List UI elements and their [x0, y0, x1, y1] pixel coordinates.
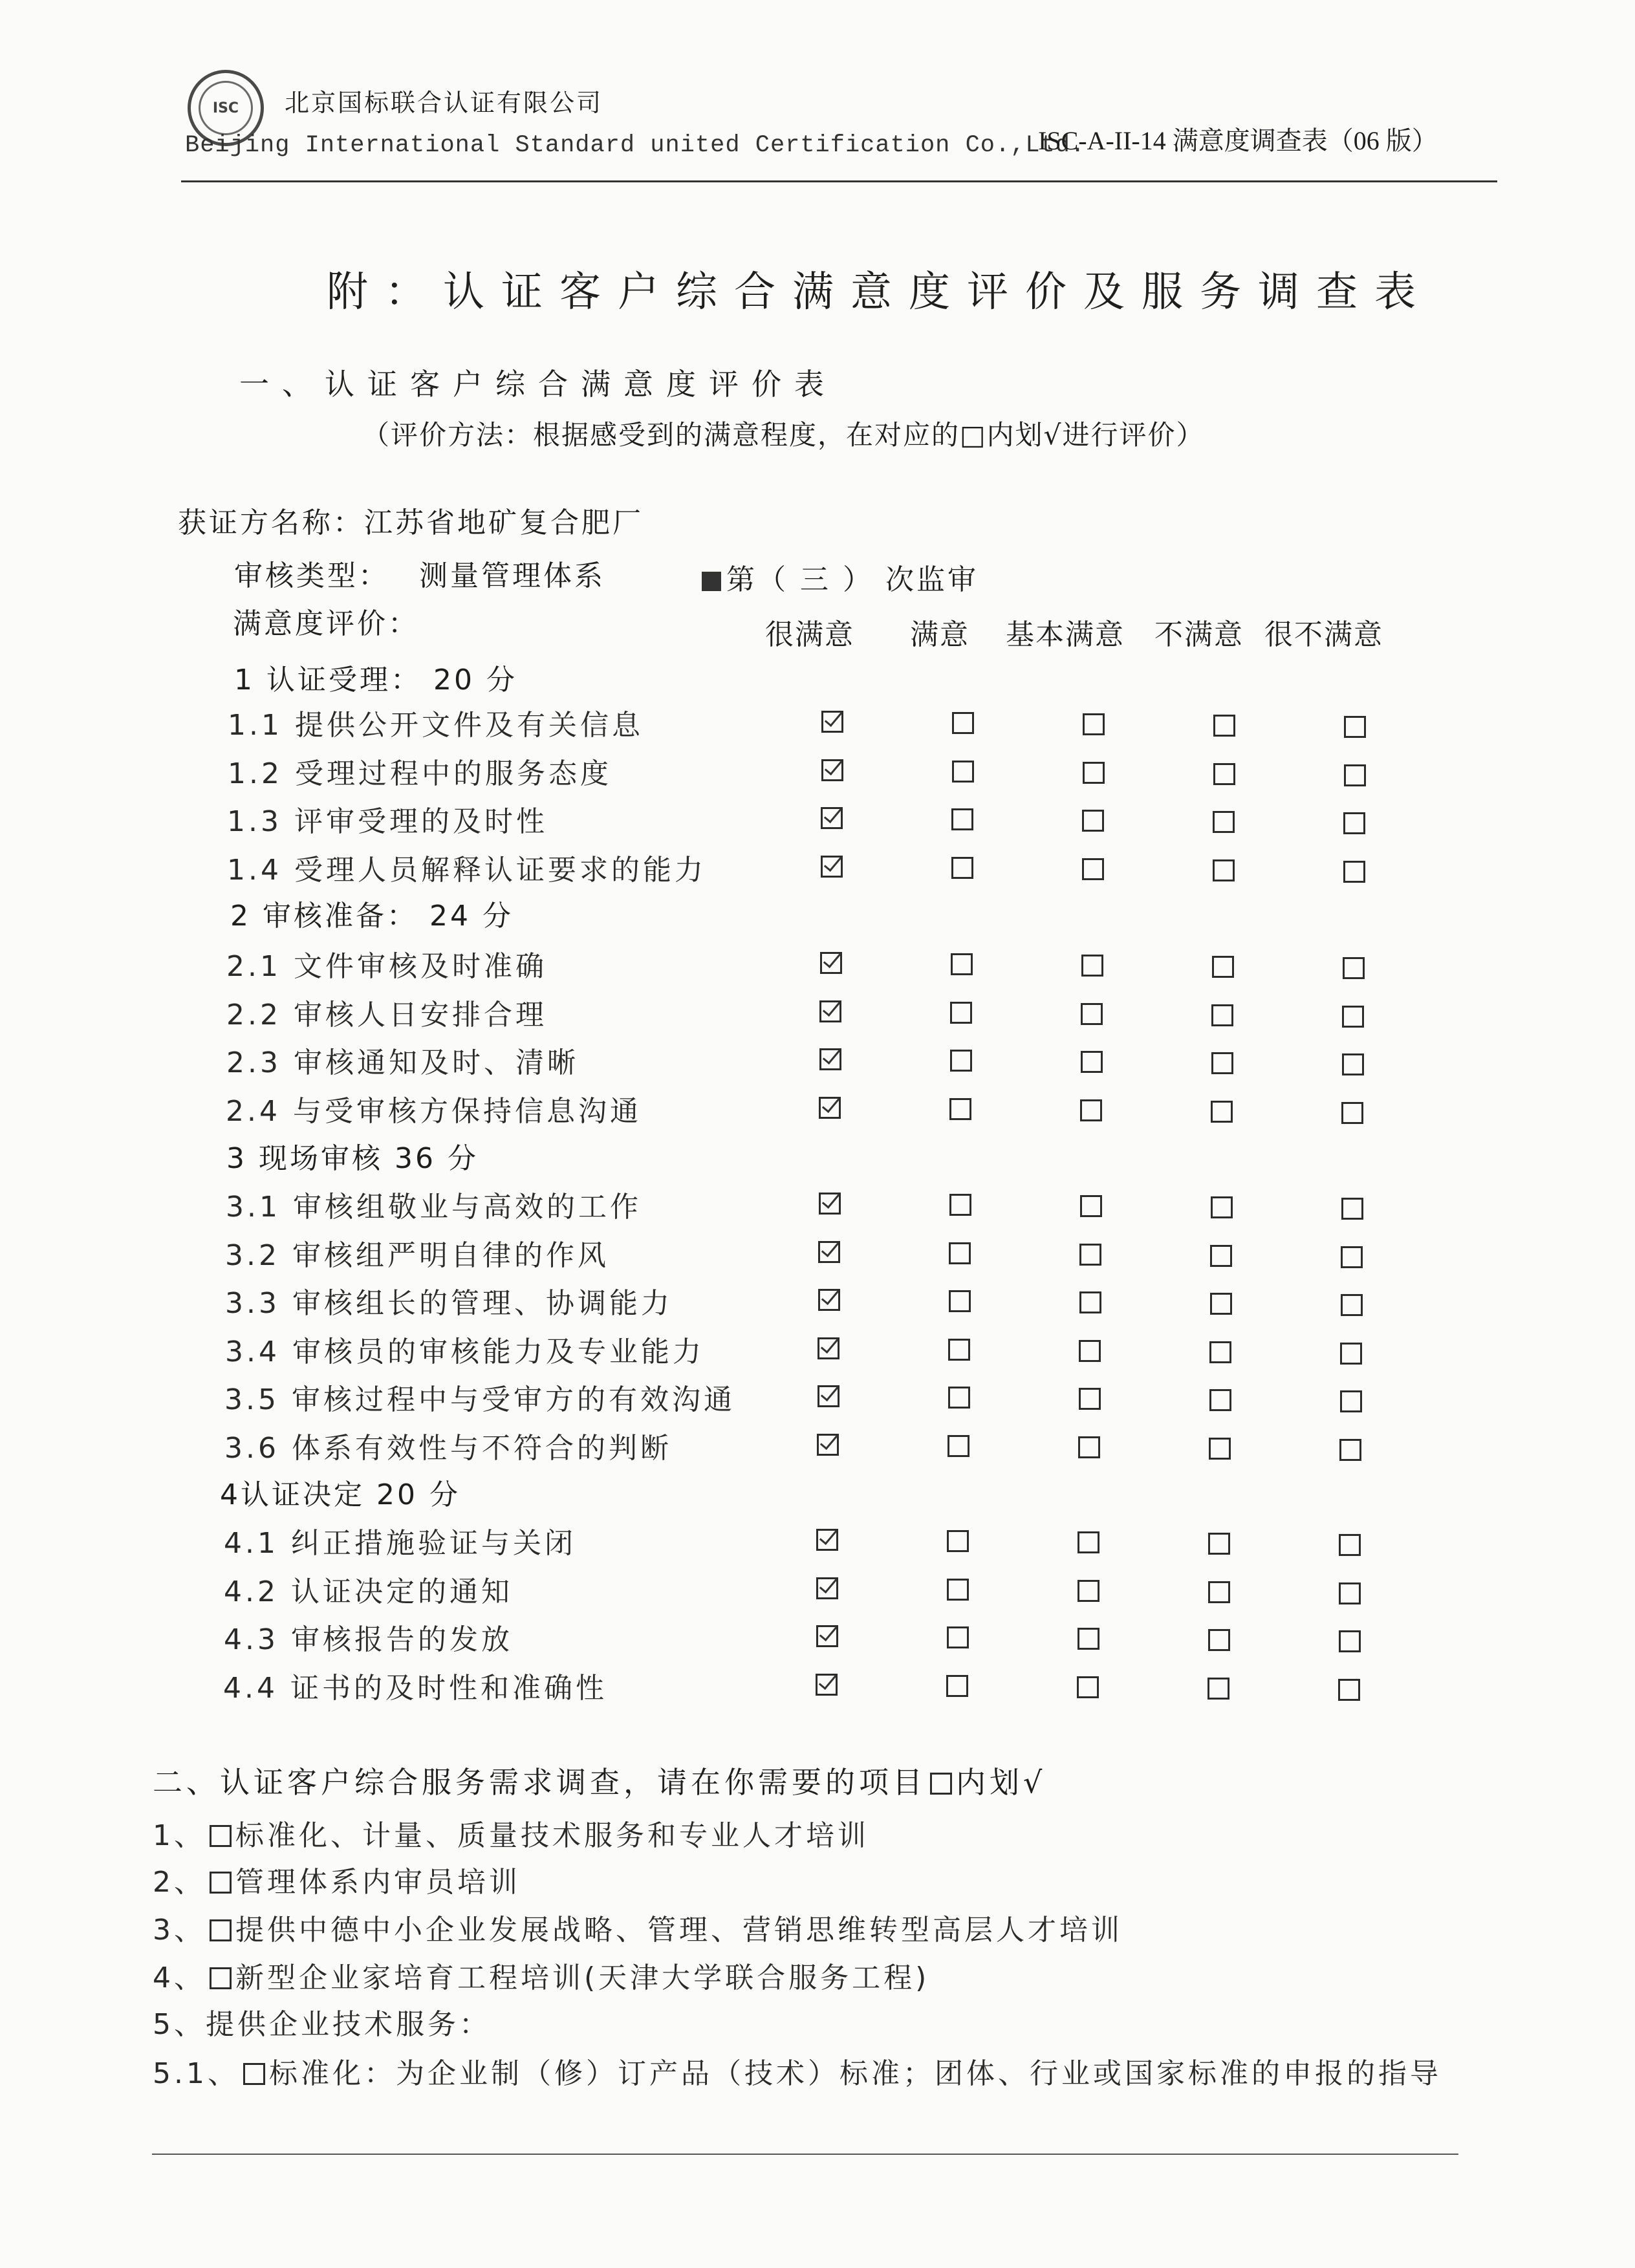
rating-checkbox[interactable]	[949, 1194, 971, 1216]
rating-checkbox[interactable]	[1083, 713, 1105, 735]
rating-item-label: 2.3 审核通知及时、清晰	[226, 1046, 579, 1079]
rating-item-label: 3.1 审核组敬业与高效的工作	[226, 1191, 642, 1224]
rating-item-label: 3.5 审核过程中与受审方的有效沟通	[224, 1383, 735, 1416]
rating-checkbox-checked[interactable]	[816, 1577, 838, 1599]
rating-checkbox[interactable]	[1079, 1340, 1101, 1362]
rating-checkbox[interactable]	[1341, 1102, 1363, 1124]
section2-title	[153, 1759, 1046, 1802]
rating-checkbox[interactable]	[1213, 811, 1235, 833]
rating-checkbox-checked[interactable]	[821, 807, 843, 829]
rating-checkbox[interactable]	[1343, 861, 1365, 883]
rating-checkbox[interactable]	[949, 1242, 971, 1264]
company-name-cn: 北京国标联合认证有限公司	[285, 89, 603, 117]
rating-checkbox-checked[interactable]	[817, 1434, 839, 1456]
rating-checkbox[interactable]	[951, 857, 973, 879]
rating-checkbox[interactable]	[1083, 762, 1105, 784]
company-name-en: Beijing International Standard united Certification Co.,Ltd.	[185, 132, 1086, 159]
service-item-text: 标准化、计量、质量技术服务和专业人才培训	[235, 1819, 869, 1852]
rating-checkbox[interactable]	[1339, 1630, 1361, 1652]
service-item-number: 5、	[153, 2008, 206, 2041]
audit-round-text: 第（ 三 ） 次监审	[726, 563, 979, 596]
rating-checkbox[interactable]	[1209, 1341, 1231, 1363]
service-item	[153, 1812, 869, 1853]
rating-checkbox[interactable]	[947, 1435, 969, 1457]
rating-checkbox[interactable]	[1080, 1195, 1102, 1217]
rating-checkbox[interactable]	[1211, 1101, 1233, 1123]
rating-checkbox[interactable]	[1077, 1676, 1099, 1698]
service-item-text: 提供企业技术服务：	[206, 2008, 491, 2041]
category-title: 3 现场审核 36 分	[226, 1142, 479, 1175]
rating-checkbox-checked[interactable]	[820, 952, 842, 974]
rating-checkbox-checked[interactable]	[819, 1193, 841, 1215]
rating-checkbox[interactable]	[1342, 1053, 1364, 1075]
rating-checkbox[interactable]	[1077, 1628, 1099, 1650]
page-title: 附：认证客户综合满意度评价及服务调查表	[327, 268, 1433, 316]
rating-checkbox-checked[interactable]	[821, 711, 843, 733]
service-item-number: 3、	[153, 1914, 206, 1947]
column-header: 很满意	[765, 618, 854, 651]
rating-checkbox-checked[interactable]	[816, 1529, 838, 1551]
column-header: 基本满意	[1006, 618, 1125, 651]
rating-item-label: 4.4 证书的及时性和准确性	[223, 1672, 607, 1705]
rating-checkbox[interactable]	[1079, 1388, 1101, 1410]
rating-checkbox[interactable]	[949, 1290, 971, 1312]
rating-item-label: 3.6 体系有效性与不符合的判断	[224, 1432, 672, 1465]
rating-item-label: 3.4 审核员的审核能力及专业能力	[225, 1335, 704, 1368]
rating-checkbox[interactable]	[1207, 1678, 1229, 1700]
rating-checkbox[interactable]	[1213, 763, 1235, 785]
rating-checkbox[interactable]	[952, 761, 974, 783]
rating-checkbox[interactable]	[947, 1626, 969, 1648]
rating-checkbox[interactable]	[950, 1002, 972, 1024]
service-checkbox[interactable]	[210, 1825, 232, 1847]
rating-checkbox[interactable]	[1082, 810, 1104, 832]
rating-checkbox[interactable]	[1208, 1581, 1230, 1603]
client-label: 获证方名称：	[178, 506, 364, 539]
rating-checkbox-checked[interactable]	[819, 1000, 841, 1022]
rating-item-label: 4.3 审核报告的发放	[224, 1623, 513, 1656]
column-header: 满意	[910, 618, 969, 651]
service-item-number: 5.1、	[153, 2057, 239, 2090]
rating-checkbox[interactable]	[1339, 1439, 1361, 1461]
client-value: 江苏省地矿复合肥厂	[364, 506, 644, 539]
service-item	[153, 1859, 521, 1900]
service-item	[153, 2001, 491, 2042]
header-divider	[181, 180, 1497, 182]
audit-round-checkbox[interactable]	[702, 572, 721, 591]
rating-checkbox[interactable]	[1079, 1291, 1101, 1313]
service-item	[153, 2050, 1442, 2091]
rating-item-label: 1.2 受理过程中的服务态度	[228, 757, 612, 790]
service-checkbox[interactable]	[210, 1872, 232, 1894]
footer-divider	[152, 2154, 1458, 2155]
service-item	[153, 1954, 929, 1996]
rating-checkbox[interactable]	[1212, 956, 1234, 978]
rating-checkbox[interactable]	[1341, 1198, 1363, 1220]
rating-checkbox[interactable]	[1079, 1244, 1101, 1266]
rating-item-label: 2.4 与受审核方保持信息沟通	[226, 1095, 642, 1128]
form-code: ISC-A-II-14 满意度调查表（06 版）	[1038, 126, 1438, 155]
rating-checkbox[interactable]	[1211, 1004, 1233, 1026]
rating-checkbox[interactable]	[1081, 1003, 1103, 1025]
rating-checkbox[interactable]	[948, 1339, 970, 1361]
rating-checkbox[interactable]	[1343, 957, 1365, 979]
section2-title-post: 内划√	[956, 1765, 1046, 1800]
service-item-number: 4、	[153, 1961, 206, 1994]
rating-checkbox[interactable]	[952, 712, 974, 734]
service-item-number: 2、	[153, 1866, 206, 1899]
rating-checkbox-checked[interactable]	[818, 1241, 840, 1263]
rating-checkbox[interactable]	[1211, 1052, 1233, 1074]
rating-item-label: 1.3 评审受理的及时性	[227, 805, 548, 838]
rating-checkbox[interactable]	[1343, 812, 1365, 834]
service-item-text: 管理体系内审员培训	[235, 1866, 521, 1899]
rating-checkbox[interactable]	[948, 1387, 970, 1409]
category-title: 1 认证受理： 20 分	[234, 664, 517, 697]
audit-type-label: 审核类型：	[234, 559, 389, 592]
rating-item-label: 4.1 纠正措施验证与关闭	[224, 1527, 576, 1560]
rating-checkbox[interactable]	[1344, 716, 1366, 738]
rating-checkbox[interactable]	[1209, 1438, 1231, 1460]
rating-checkbox[interactable]	[1341, 1246, 1363, 1268]
rating-checkbox-checked[interactable]	[817, 1385, 839, 1407]
service-item-text: 新型企业家培育工程培训(天津大学联合服务工程)	[235, 1961, 930, 1994]
rating-checkbox[interactable]	[946, 1675, 968, 1697]
rating-checkbox-checked[interactable]	[819, 1097, 841, 1119]
column-header: 很不满意	[1264, 618, 1383, 651]
rating-checkbox[interactable]	[949, 1098, 971, 1120]
rating-checkbox[interactable]	[1078, 1436, 1100, 1458]
column-header: 不满意	[1154, 618, 1244, 651]
rating-checkbox[interactable]	[1213, 715, 1235, 737]
rating-checkbox-checked[interactable]	[816, 1674, 838, 1696]
rating-checkbox[interactable]	[951, 808, 973, 830]
audit-type-row	[234, 552, 605, 594]
rating-checkbox[interactable]	[1340, 1390, 1362, 1412]
service-item-text: 提供中德中小企业发展战略、管理、营销思维转型高层人才培训	[235, 1914, 1123, 1947]
audit-round-row	[702, 556, 979, 598]
rating-checkbox[interactable]	[1213, 859, 1235, 881]
rating-checkbox[interactable]	[1209, 1389, 1231, 1411]
rating-checkbox[interactable]	[951, 953, 973, 975]
service-checkbox[interactable]	[243, 2063, 265, 2085]
service-item-text: 标准化：为企业制（修）订产品（技术）标准；团体、行业或国家标准的申报的指导	[268, 2057, 1442, 2090]
rating-label: 满意度评价：	[233, 607, 419, 640]
rating-checkbox-checked[interactable]	[818, 1289, 840, 1311]
audit-type-value: 测量管理体系	[419, 559, 605, 592]
service-item-number: 1、	[153, 1819, 206, 1852]
rating-checkbox[interactable]	[1210, 1245, 1232, 1267]
rating-checkbox[interactable]	[947, 1530, 969, 1552]
rating-checkbox[interactable]	[1208, 1533, 1230, 1555]
rating-checkbox[interactable]	[1077, 1531, 1099, 1553]
category-title: 4认证决定 20 分	[220, 1478, 460, 1511]
rating-checkbox-checked[interactable]	[821, 759, 843, 781]
rating-checkbox[interactable]	[1344, 764, 1366, 786]
rating-item-label: 4.2 认证决定的通知	[224, 1575, 513, 1608]
rating-checkbox[interactable]	[1208, 1629, 1230, 1651]
rating-checkbox-checked[interactable]	[821, 856, 843, 878]
rating-checkbox[interactable]	[1082, 858, 1104, 880]
rating-checkbox[interactable]	[1080, 1099, 1102, 1121]
rating-checkbox[interactable]	[1211, 1196, 1233, 1218]
rating-item-label: 3.3 审核组长的管理、协调能力	[225, 1287, 673, 1320]
service-item	[153, 1906, 1123, 1948]
rating-checkbox[interactable]	[1342, 1006, 1364, 1028]
rating-checkbox[interactable]	[950, 1050, 972, 1072]
section2-title-pre: 二、认证客户综合服务需求调查，请在你需要的项目	[153, 1765, 926, 1800]
checkbox-icon	[930, 1773, 952, 1795]
service-checkbox[interactable]	[210, 1967, 232, 1989]
logo-text: ISC	[199, 81, 253, 135]
rating-checkbox-checked[interactable]	[817, 1337, 839, 1359]
rating-checkbox[interactable]	[947, 1579, 969, 1601]
service-checkbox[interactable]	[210, 1919, 232, 1941]
rating-checkbox[interactable]	[1340, 1343, 1362, 1365]
evaluation-method: （评价方法：根据感受到的满意程度，在对应的□内划√进行评价）	[362, 419, 1205, 451]
section1-title: 一、认证客户综合满意度评价表	[239, 367, 837, 402]
rating-checkbox-checked[interactable]	[819, 1048, 841, 1070]
rating-item-label: 1.4 受理人员解释认证要求的能力	[227, 854, 706, 887]
rating-item-label: 1.1 提供公开文件及有关信息	[228, 709, 644, 742]
category-title: 2 审核准备： 24 分	[230, 900, 514, 933]
rating-checkbox[interactable]	[1081, 1051, 1103, 1073]
rating-item-label: 2.2 审核人日安排合理	[226, 999, 547, 1031]
rating-checkbox[interactable]	[1210, 1293, 1232, 1315]
rating-checkbox[interactable]	[1341, 1294, 1363, 1316]
rating-checkbox[interactable]	[1339, 1582, 1361, 1604]
rating-checkbox-checked[interactable]	[816, 1625, 838, 1647]
rating-checkbox[interactable]	[1077, 1580, 1099, 1602]
client-row	[178, 499, 644, 541]
rating-checkbox[interactable]	[1339, 1534, 1361, 1556]
rating-item-label: 2.1 文件审核及时准确	[226, 950, 547, 983]
rating-item-label: 3.2 审核组严明自律的作风	[225, 1239, 609, 1272]
rating-checkbox[interactable]	[1081, 955, 1103, 977]
rating-checkbox[interactable]	[1338, 1679, 1360, 1701]
